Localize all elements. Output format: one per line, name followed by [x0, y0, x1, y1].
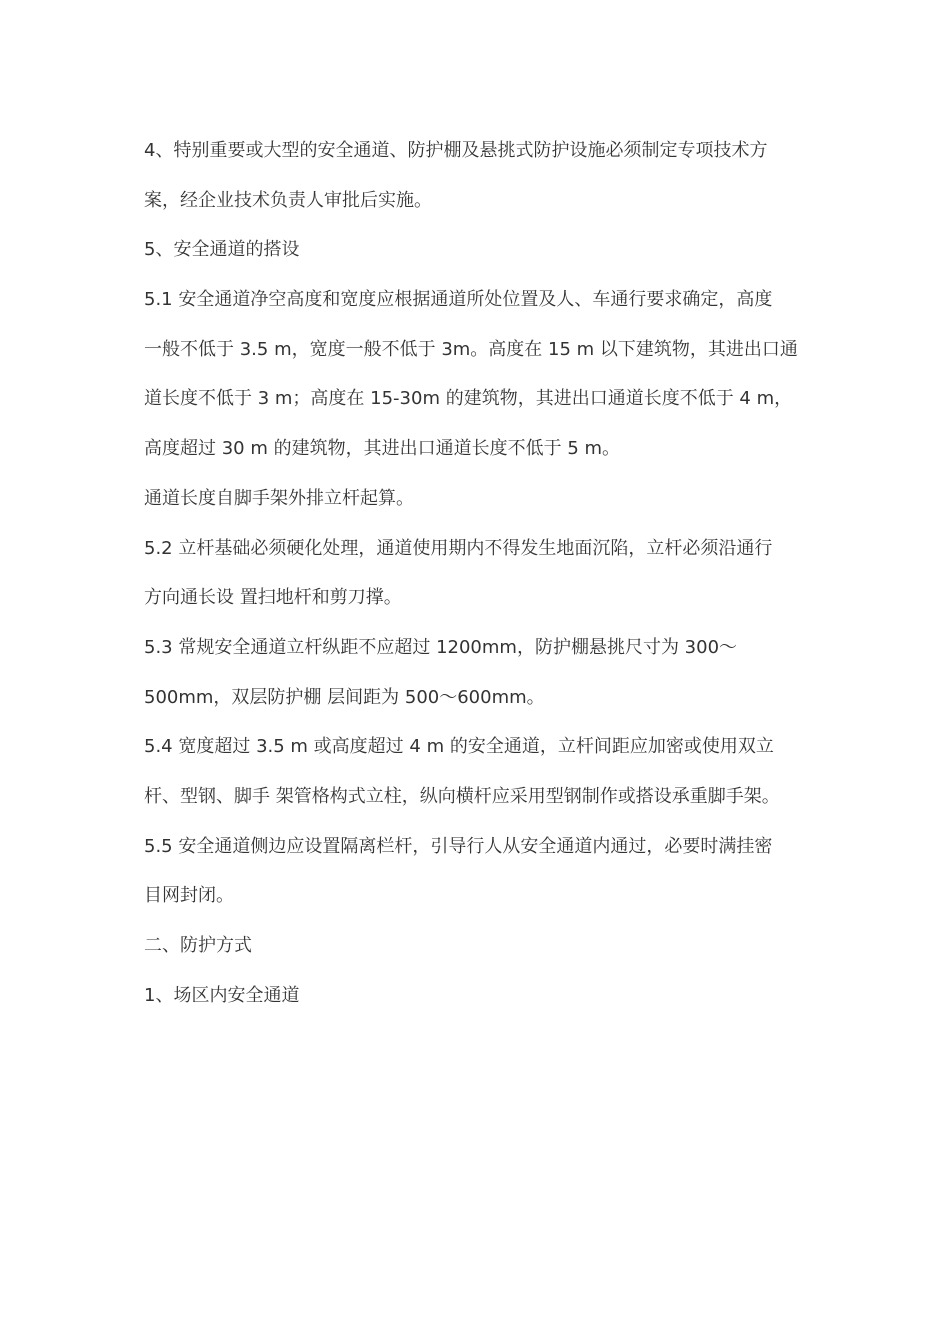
text-line: 500mm，双层防护棚 层间距为 500～600mm。 — [144, 686, 545, 708]
text-line: 案，经企业技术负责人审批后实施。 — [144, 189, 432, 211]
text-line: 方向通长设 置扫地杆和剪刀撑。 — [144, 587, 402, 609]
text-line: 5.3 常规安全通道立杆纵距不应超过 1200mm，防护棚悬挑尺寸为 300～ — [144, 636, 738, 658]
subsection-heading: 1、场区内安全通道 — [144, 984, 300, 1006]
text-line: 4、特别重要或大型的安全通道、防护棚及悬挑式防护设施必须制定专项技术方 — [144, 140, 768, 161]
text-line: 5.4 宽度超过 3.5 m 或高度超过 4 m 的安全通道，立杆间距应加密或使用双立 — [144, 736, 774, 758]
section-heading: 5、安全通道的搭设 — [144, 239, 300, 261]
section-heading: 二、防护方式 — [144, 935, 252, 956]
text-line: 5.2 立杆基础必须硬化处理，通道使用期内不得发生地面沉陷，立杆必须沿通行 — [144, 537, 773, 559]
text-line: 高度超过 30 m 的建筑物，其进出口通道长度不低于 5 m。 — [144, 438, 621, 460]
text-line: 一般不低于 3.5 m，宽度一般不低于 3m。高度在 15 m 以下建筑物，其进出口通 — [144, 338, 798, 360]
text-line: 道长度不低于 3 m；高度在 15-30m 的建筑物，其进出口通道长度不低于 4 m， — [144, 388, 793, 410]
text-line: 杆、型钢、脚手 架管格构式立柱，纵向横杆应采用型钢制作或搭设承重脚手架。 — [144, 785, 780, 807]
document-body — [144, 126, 814, 1020]
text-line: 5.5 安全通道侧边应设置隔离栏杆，引导行人从安全通道内通过，必要时满挂密 — [144, 835, 773, 857]
text-line: 5.1 安全通道净空高度和宽度应根据通道所处位置及人、车通行要求确定，高度 — [144, 289, 773, 311]
text-line: 目网封闭。 — [144, 885, 234, 907]
text-line: 通道长度自脚手架外排立杆起算。 — [144, 487, 414, 509]
